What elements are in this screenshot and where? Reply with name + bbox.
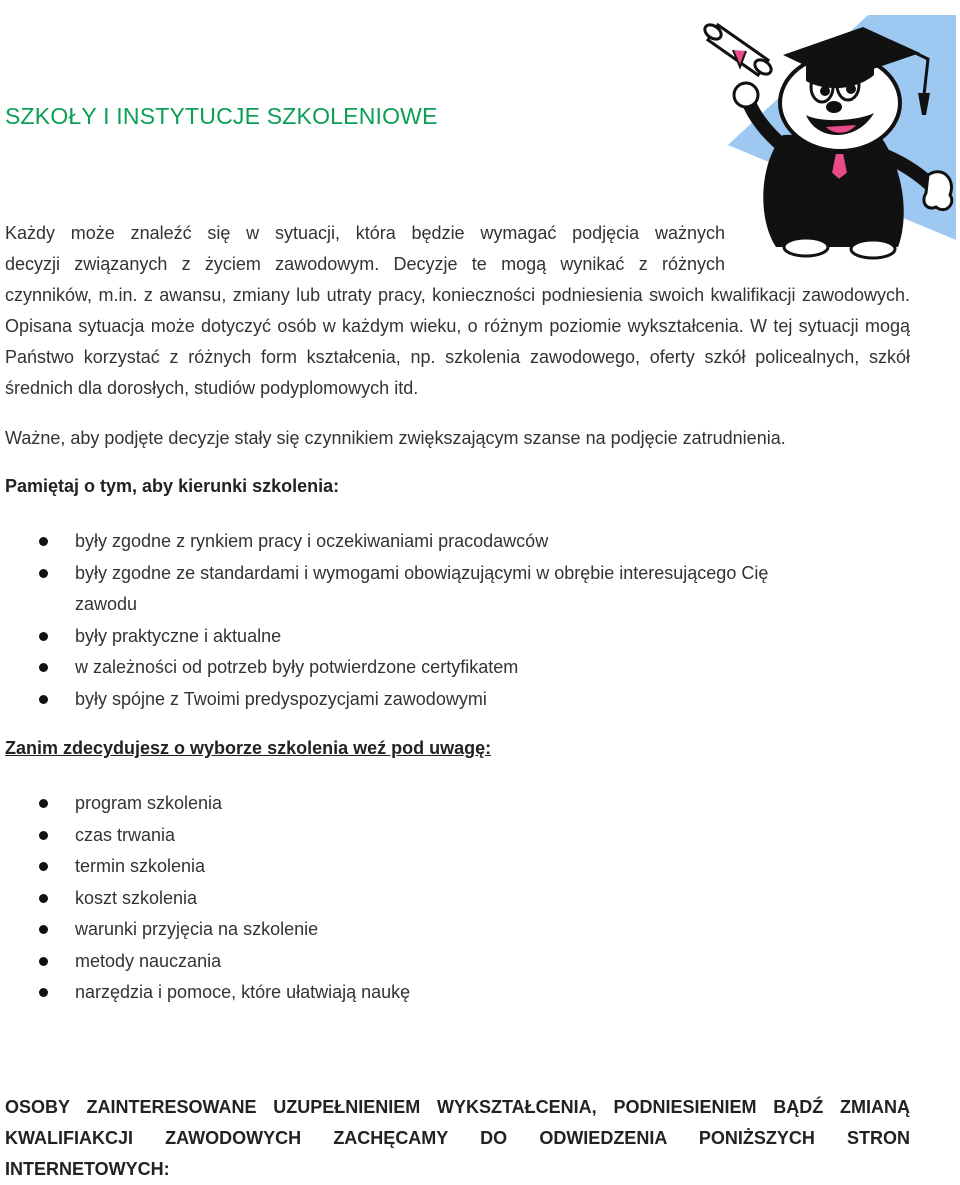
page-title: SZKOŁY I INSTYTUCJE SZKOLENIOWE [5,103,438,129]
list-item: metody nauczania [38,946,898,978]
footer-line-3: INTERNETOWYCH: [5,1159,170,1179]
list-item: narzędzia i pomoce, które ułatwiają naukę [38,977,898,1009]
intro-paragraph [5,218,910,404]
consider-heading: Zanim zdecydujesz o wyborze szkolenia weź pod uwagę: [5,738,492,758]
consider-list [38,788,898,1009]
remember-heading: Pamiętaj o tym, aby kierunki szkolenia: [5,476,340,496]
list-item: program szkolenia [38,788,898,820]
list-item: były zgodne ze standardami i wymogami obowiązującymi w obrębie interesującego Cię zawodu [38,558,835,621]
list-item: były praktyczne i aktualne [38,621,898,653]
intro-line-2: decyzji związanych z życiem zawodowym. Decyzje te mogą wynikać z różnych [5,254,725,274]
list-item: koszt szkolenia [38,883,898,915]
intro-rest: czynników, m.in. z awansu, zmiany lub utraty pracy, konieczności podniesienia swoich kwalifikacji zawodowych. Opisana sytuacja może dotyczyć osób w każdym wieku, o różnym poziomie wykształcenia. W tej sytuacji mogą Państwo korzystać z różnych form kształcenia, np. szkolenia zawodowego, oferty szkół policealnych, szkół średnich dla dorosłych, studiów podyplomowych itd. [5,285,910,398]
diploma-scroll [702,22,774,77]
list-item: czas trwania [38,820,898,852]
intro-line-1: Każdy może znaleźć się w sytuacji, która będzie wymagać podjęcia ważnych [5,223,725,243]
footer-call-to-action [5,1092,910,1185]
footer-line-1: OSOBY ZAINTERESOWANE UZUPEŁNIENIEM WYKSZTAŁCENIA, PODNIESIENIEM BĄDŹ ZMIANĄ [5,1097,910,1117]
remember-list [38,526,898,715]
important-paragraph: Ważne, aby podjęte decyzje stały się czynnikiem zwiększającym szanse na podjęcie zatrudnienia. [5,428,786,448]
list-item: były zgodne z rynkiem pracy i oczekiwaniami pracodawców [38,526,898,558]
list-item: termin szkolenia [38,851,898,883]
footer-line-2: KWALIFIAKCJI ZAWODOWYCH ZACHĘCAMY DO ODWIEDZENIA PONIŻSZYCH STRON [5,1128,910,1148]
list-item: były spójne z Twoimi predyspozycjami zawodowymi [38,684,898,716]
list-item: warunki przyjęcia na szkolenie [38,914,898,946]
list-item: w zależności od potrzeb były potwierdzone certyfikatem [38,652,898,684]
